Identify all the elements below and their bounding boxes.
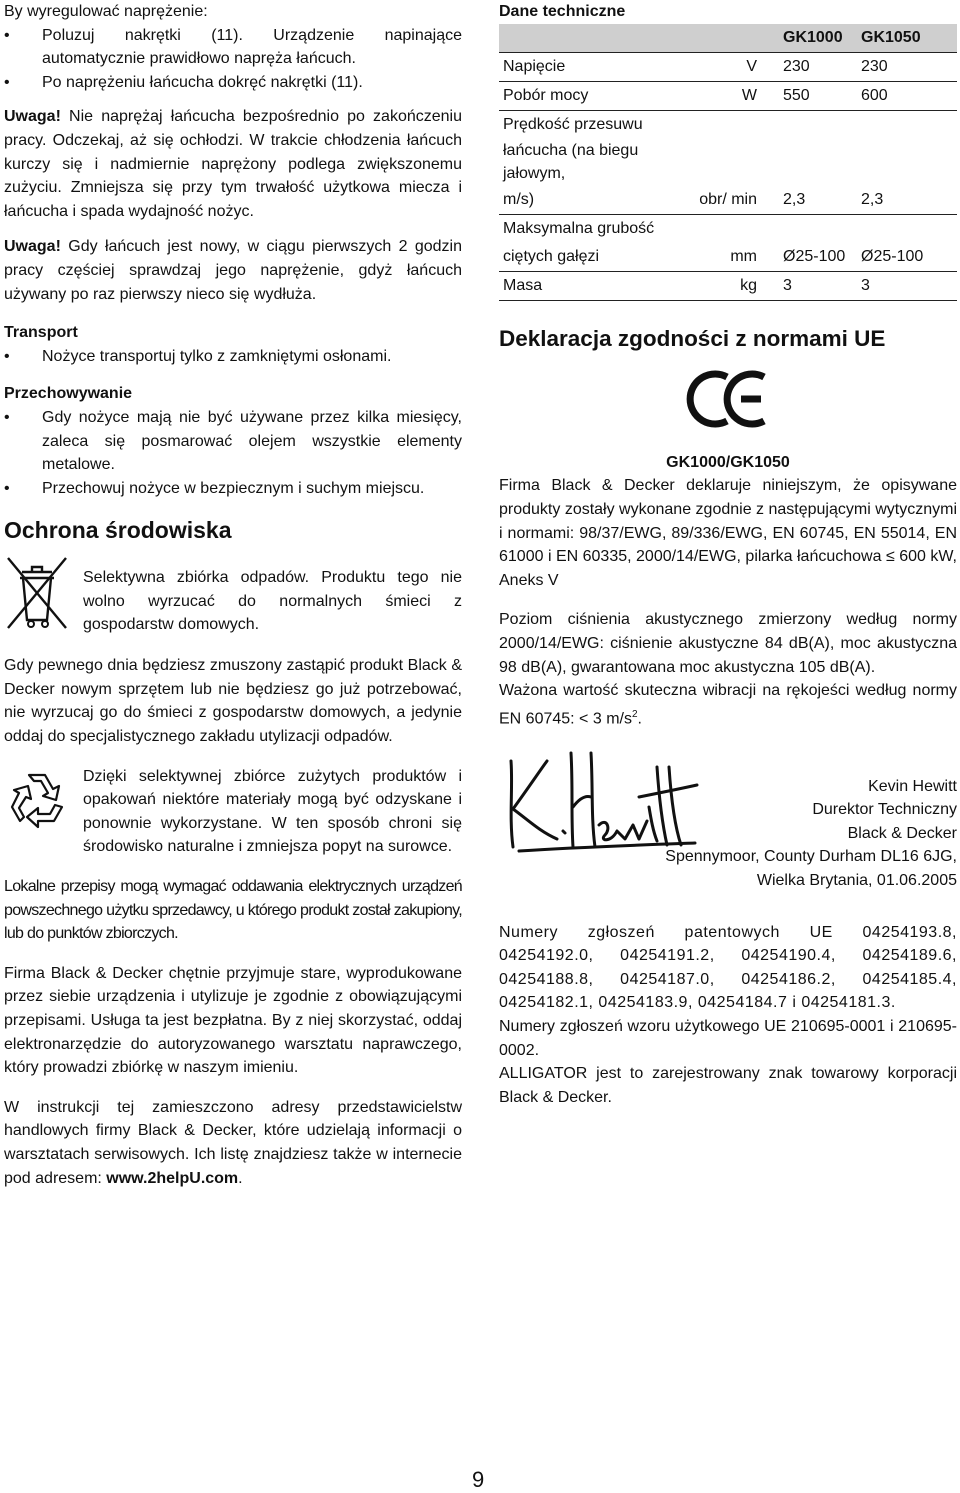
signer-name: Kevin Hewitt <box>868 777 957 795</box>
spec-table <box>499 24 957 301</box>
spec-cell-v1 <box>779 139 857 186</box>
recycle-icon <box>4 769 70 831</box>
trademark-text: ALLIGATOR jest to zarejestrowany znak towarowy korporacji Black & Decker. <box>499 1065 957 1106</box>
spec-row <box>499 139 957 186</box>
warning-1 <box>4 105 462 223</box>
spec-cell-label: Pobór mocy <box>499 81 669 110</box>
spec-cell-v1: Ø25-100 <box>779 243 857 272</box>
ce-mark-icon <box>499 357 957 441</box>
warning-1-label: Uwaga! <box>4 108 61 126</box>
spec-header-cell <box>669 24 779 53</box>
signer-title: Durektor Techniczny <box>812 801 957 819</box>
vibration-text <box>499 679 957 731</box>
warning-2-label: Uwaga! <box>4 238 61 256</box>
replace-text: Gdy pewnego dnia będziesz zmuszony zastąpić produkt Black & Decker nowym sprzętem lub nie będziesz go już potrzebować, nie wyrzucaj go do śmieci z gospodarstw domowych, a jedynie oddaj do specjalistycznego zakładu utylizacji odpadów. <box>4 657 462 746</box>
spec-cell-v2 <box>857 139 957 186</box>
tension-bullet-2: • Po naprężeniu łańcucha dokręć nakrętki (11). <box>4 71 462 95</box>
declaration-text: Firma Black & Decker deklaruje niniejszym, że opisywane produkty zostały wykonane zgodnie z następującymi wytycznymi i normami: 98/37/EWG, 89/336/EWG, EN 60745, EN 55014, EN 61000 i EN 60335, 2000/14/EWG, pilarka łańcuchowa ≤ 600 kW, Aneks V <box>499 477 957 589</box>
spec-cell-label: Maksymalna grubość <box>503 219 655 237</box>
storage-heading: Przechowywanie <box>4 385 133 403</box>
spec-row <box>499 271 957 300</box>
spec-cell-v1: 2,3 <box>779 186 857 215</box>
spec-cell-v1 <box>779 214 857 243</box>
vibration-end: . <box>637 710 642 728</box>
spec-row <box>499 81 957 110</box>
tension-intro: By wyregulować naprężenie: <box>4 3 208 20</box>
spec-header-gk1000: GK1000 <box>779 24 857 53</box>
spec-cell-v1: 3 <box>779 271 857 300</box>
spec-cell-unit: kg <box>669 271 779 300</box>
spec-cell-label: Napięcie <box>499 52 669 81</box>
service-address-text <box>4 1096 462 1190</box>
spec-header-cell <box>499 24 669 53</box>
spec-cell-unit: mm <box>669 243 779 272</box>
spec-cell-unit: V <box>669 52 779 81</box>
recycle-text: Dzięki selektywnej zbiórce zużytych produktów i opakowań niektóre materiały mogą być odzyskane i ponownie wykorzystane. W ten sposób chroni się środowisko naturalne i zmniejsza popyt na surowce. <box>83 767 462 856</box>
page-number: 9 <box>472 1467 485 1492</box>
warning-2-text: Gdy łańcuch jest nowy, w ciągu pierwszych 2 godzin pracy częściej sprawdzaj jego naprężenie, gdyż łańcuch używany po raz pierwszy nieco się wydłuża. <box>4 238 462 303</box>
signer-info <box>557 775 957 893</box>
warning-1-text: Nie naprężaj łańcucha bezpośrednio po zakończeniu pracy. Odczekaj, aż się ochłodzi. W trakcie chłodzenia łańcuch kurczy się i nadmiernie naprężony podlega zwiększonemu zużyciu. Zmniejsza się przy tym trwałość użytkowa miecza i łańcucha i spada wydajność nożyc. <box>4 108 462 220</box>
spec-row <box>499 186 957 215</box>
transport-bullet-1: • Nożyce transportuj tylko z zamkniętymi osłonami. <box>4 345 462 369</box>
transport-heading: Transport <box>4 324 78 342</box>
service-url-link[interactable]: www.2helpU.com <box>106 1169 239 1187</box>
spec-cell-v2: Ø25-100 <box>857 243 957 272</box>
spec-row <box>499 52 957 81</box>
spec-cell-unit <box>669 110 779 139</box>
service-address-end: . <box>238 1169 243 1187</box>
storage-bullet-2: • Przechowuj nożyce w bezpiecznym i suchym miejscu. <box>4 477 462 501</box>
declaration-heading: Deklaracja zgodności z normami UE <box>499 325 886 351</box>
recycle-notice <box>4 765 462 859</box>
spec-heading: Dane techniczne <box>499 3 626 20</box>
declaration-model: GK1000/GK1050 <box>666 453 790 471</box>
crossed-bin-icon <box>4 554 70 634</box>
vibration-body: Ważona wartość skuteczna wibracji na rękojeści według normy EN 60745: < 3 m/s <box>499 682 957 728</box>
noise-text: Poziom ciśnienia akustycznego zmierzony według normy 2000/14/EWG: ciśnienie akustyczne 84 dB(A), moc akustyczna 98 dB(A), gwarantowana moc akustyczna 105 dB(A). <box>499 611 957 676</box>
takeback-text: Firma Black & Decker chętnie przyjmuje stare, wyprodukowane przez siebie urządzenia i utylizuje je zgodnie z obowiązującymi przepisami. Usługa ta jest bezpłatna. By z niej skorzystać, oddaj elektronarzędzie do autoryzowanego warsztatu naprawczego, który prowadzi zbiórkę w naszym imieniu. <box>4 964 462 1077</box>
spec-cell-v1 <box>779 110 857 139</box>
signer-company: Black & Decker <box>847 824 957 842</box>
right-column <box>499 0 957 1109</box>
spec-body <box>499 52 957 300</box>
spec-cell-unit: obr/ min <box>669 186 779 215</box>
spec-cell-v1: 230 <box>779 52 857 81</box>
tension-bullet-1: • Poluzuj nakrętki (11). Urządzenie napinające automatycznie prawidłowo napręża łańcuch. <box>4 24 462 71</box>
left-column <box>4 0 462 1190</box>
local-regulations-text: Lokalne przepisy mogą wymagać oddawania elektrycznych urządzeń powszechnego użytku sprzedawcy, u którego produkt został zakupiony, lub do punktów zbiorczych. <box>4 878 462 943</box>
patents-text: Numery zgłoszeń patentowych UE 04254193.8, 04254192.0, 04254191.2, 04254190.4, 04254189.6, 04254188.8, 04254187.0, 04254186.2, 04254185.4, 04254182.1, 04254183.9, 04254184.7 i 04254181.3. <box>499 923 957 1012</box>
storage-bullet-1: • Gdy nożyce mają nie być używane przez kilka miesięcy, zaleca się posmarować olejem wszystkie elementy metalowe. <box>4 406 462 477</box>
vibration-sup: 2 <box>631 708 638 720</box>
spec-cell-v2: 600 <box>857 81 957 110</box>
spec-cell-label: łańcucha (na biegu jałowym, <box>503 141 639 183</box>
spec-cell-v2 <box>857 110 957 139</box>
service-address-body: W instrukcji tej zamieszczono adresy przedstawicielstw handlowych firmy Black & Decker, które udzielają informacji o warsztatach serwisowych. Ich listę znajdziesz także w internecie pod adresem: <box>4 1098 462 1187</box>
spec-cell-v2: 230 <box>857 52 957 81</box>
spec-cell-v2: 2,3 <box>857 186 957 215</box>
bin-notice <box>4 554 462 638</box>
spec-row <box>499 214 957 243</box>
ce-mark-label: CE <box>499 356 501 358</box>
signature-block <box>499 747 957 917</box>
signer-address: Spennymoor, County Durham DL16 6JG, <box>665 848 957 866</box>
spec-cell-v2: 3 <box>857 271 957 300</box>
spec-cell-v1: 550 <box>779 81 857 110</box>
signer-place-date: Wielka Brytania, 01.06.2005 <box>756 872 957 890</box>
spec-row <box>499 110 957 139</box>
spec-cell-v2 <box>857 214 957 243</box>
spec-cell-label: ciętych gałęzi <box>499 243 669 272</box>
spec-cell-unit: W <box>669 81 779 110</box>
spec-row <box>499 243 957 272</box>
environment-heading: Ochrona środowiska <box>4 517 232 544</box>
spec-header-gk1050: GK1050 <box>857 24 957 53</box>
warning-2 <box>4 235 462 306</box>
spec-cell-label: m/s) <box>499 186 669 215</box>
spec-cell-label: Prędkość przesuwu <box>503 115 643 133</box>
spec-header-row <box>499 24 957 53</box>
spec-cell-unit <box>669 214 779 243</box>
bin-text: Selektywna zbiórka odpadów. Produktu tego nie wolno wyrzucać do normalnych śmieci z gospodarstw domowych. <box>83 569 462 634</box>
spec-cell-unit <box>669 139 779 186</box>
spec-cell-label: Masa <box>499 271 669 300</box>
design-text: Numery zgłoszeń wzoru użytkowego UE 210695-0001 i 210695-0002. <box>499 1018 957 1059</box>
